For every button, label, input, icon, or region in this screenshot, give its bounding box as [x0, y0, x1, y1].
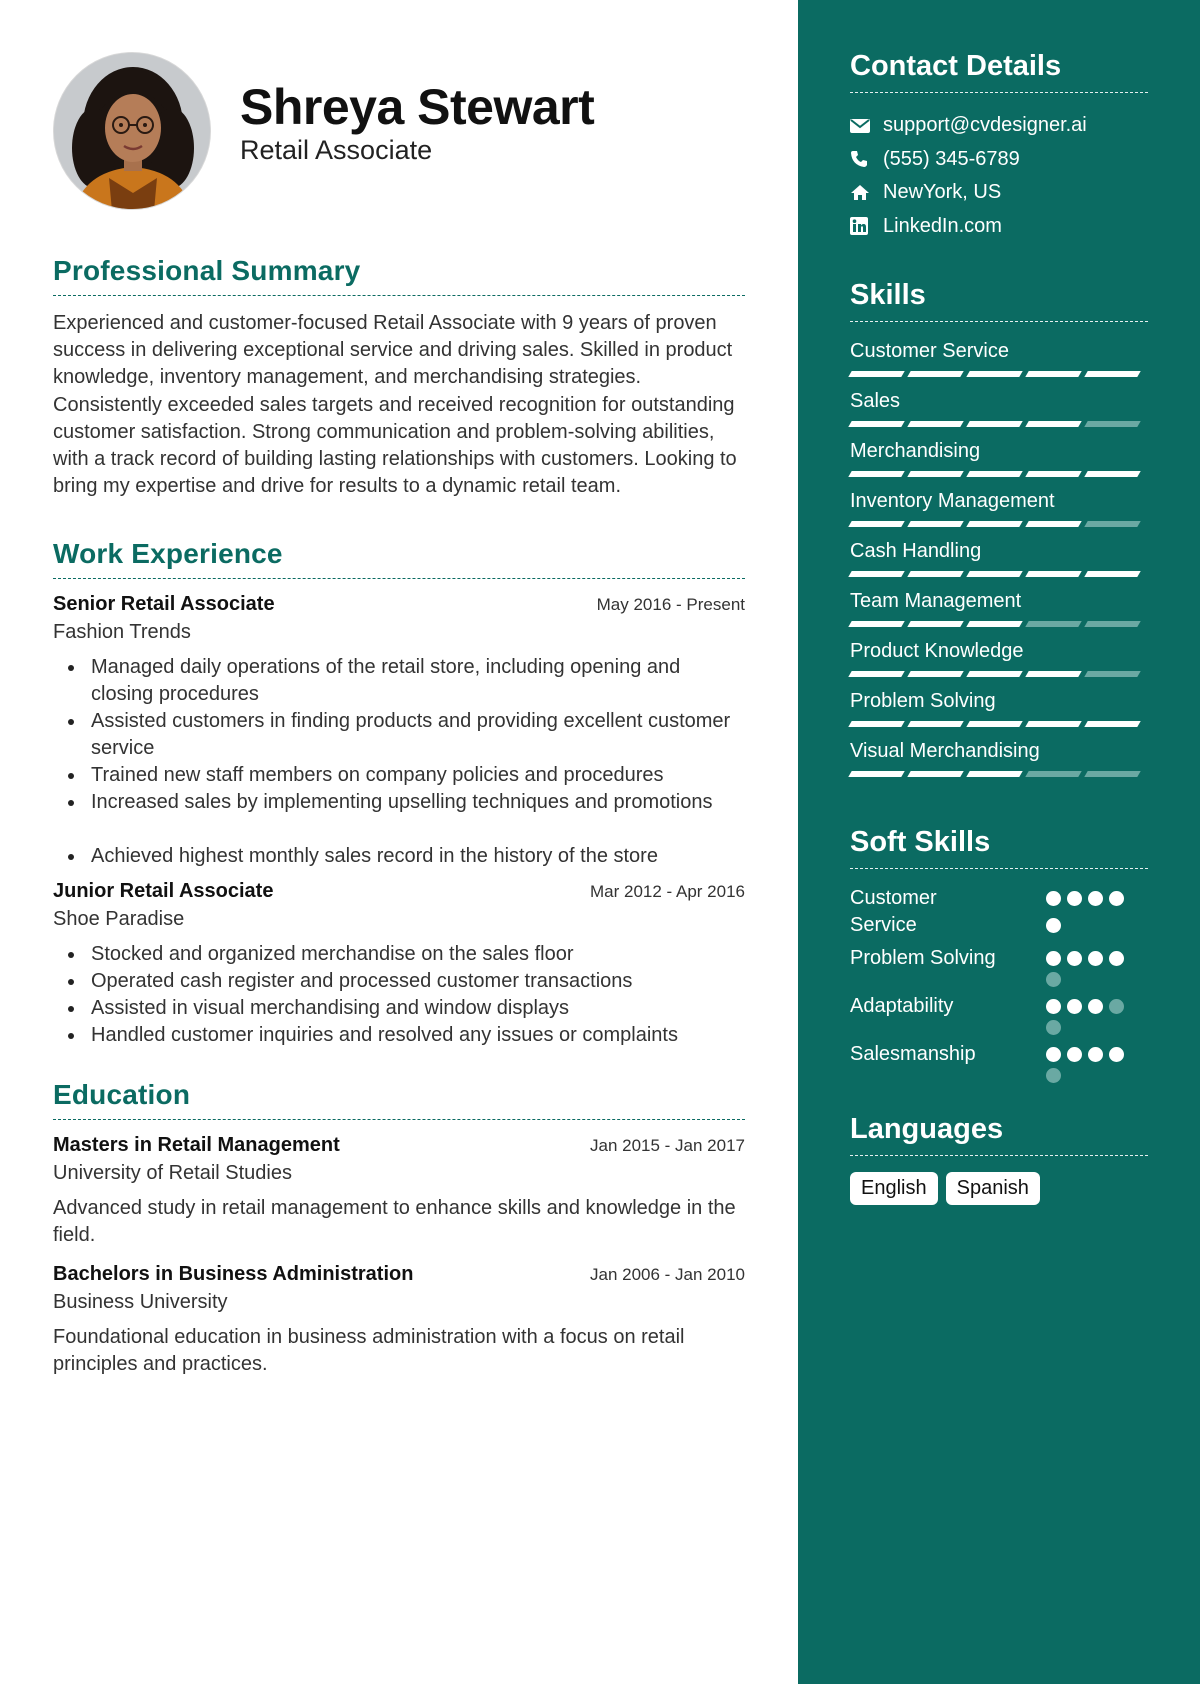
- education-description: Foundational education in business administration with a focus on retail principles and practices.: [53, 1326, 685, 1376]
- school-name: University of Retail Studies: [53, 1162, 292, 1185]
- resume-header: [53, 0, 745, 210]
- skill-name: Visual Merchandising: [850, 740, 1040, 762]
- soft-skill-level-dot: [1088, 999, 1103, 1014]
- skill-level-bar: [850, 421, 1148, 427]
- soft-skill-level-dot: [1088, 951, 1103, 966]
- soft-skill-level-dot: [1067, 951, 1082, 966]
- skill-level-segment: [1084, 621, 1140, 627]
- school-name: Business University: [53, 1291, 228, 1314]
- skill-name: Merchandising: [850, 440, 981, 462]
- soft-skill-level-dot: [1088, 1047, 1103, 1062]
- soft-skill-level-dot: [1109, 1047, 1124, 1062]
- soft-skill-item: [850, 885, 1148, 939]
- job-dates: Mar 2012 - Apr 2016: [590, 882, 745, 902]
- skill-level-segment: [1084, 471, 1140, 477]
- skill-level-segment: [966, 571, 1022, 577]
- soft-skills-heading: Soft Skills: [850, 826, 1148, 869]
- sidebar: [798, 0, 1200, 1684]
- avatar: [53, 52, 211, 210]
- job-bullets: [53, 941, 745, 1049]
- soft-skill-level-dots: [1046, 945, 1126, 987]
- soft-skill-level-dot: [1088, 891, 1103, 906]
- job-dates: May 2016 - Present: [596, 595, 745, 615]
- skill-level-bar: [850, 621, 1148, 627]
- skill-name: Customer Service: [850, 340, 1009, 362]
- skill-item: [850, 538, 1148, 588]
- candidate-name: Shreya Stewart: [240, 79, 595, 135]
- contact-phone-text: (555) 345-6789: [883, 147, 1020, 170]
- skill-level-bar: [850, 721, 1148, 727]
- skill-level-segment: [1025, 621, 1081, 627]
- skill-level-segment: [1025, 421, 1081, 427]
- skill-item: [850, 438, 1148, 488]
- job-entry: [53, 880, 745, 1049]
- contact-phone[interactable]: [850, 143, 1148, 177]
- language-tag: Spanish: [946, 1172, 1040, 1205]
- skill-item: [850, 338, 1148, 388]
- education-entry: [53, 1263, 745, 1378]
- skill-level-bar: [850, 671, 1148, 677]
- list-item: Assisted customers in finding products and providing excellent customer service: [53, 708, 745, 762]
- soft-skills-section: [850, 826, 1148, 1083]
- list-item: Trained new staff members on company policies and procedures: [53, 762, 745, 789]
- skill-item: [850, 638, 1148, 688]
- skill-level-bar: [850, 571, 1148, 577]
- languages-heading: Languages: [850, 1113, 1148, 1156]
- skill-level-segment: [1084, 371, 1140, 377]
- skill-level-segment: [848, 721, 904, 727]
- soft-skill-level-dot: [1109, 891, 1124, 906]
- skill-level-segment: [1025, 371, 1081, 377]
- skill-level-segment: [1025, 571, 1081, 577]
- soft-skill-name: Salesmanship: [850, 1043, 976, 1065]
- skill-level-segment: [966, 771, 1022, 777]
- skill-level-segment: [966, 521, 1022, 527]
- skill-item: [850, 588, 1148, 638]
- soft-skill-level-dots: [1046, 1041, 1126, 1083]
- skill-name: Cash Handling: [850, 540, 982, 562]
- skill-level-segment: [848, 471, 904, 477]
- linkedin-icon: [850, 217, 883, 235]
- languages-section: [850, 1113, 1148, 1205]
- soft-skill-level-dot: [1046, 1068, 1061, 1083]
- skill-item: [850, 388, 1148, 438]
- contact-email-text: support@cvdesigner.ai: [883, 114, 1087, 137]
- skill-level-segment: [1084, 421, 1140, 427]
- job-bullets: [53, 654, 745, 870]
- skills-section: [850, 279, 1148, 788]
- contact-linkedin-text: LinkedIn.com: [883, 214, 1002, 237]
- skills-list: [850, 338, 1148, 788]
- skill-level-segment: [966, 621, 1022, 627]
- soft-skill-level-dots: [1046, 993, 1126, 1035]
- skill-name: Problem Solving: [850, 690, 996, 712]
- list-item: Assisted in visual merchandising and window displays: [53, 995, 745, 1022]
- soft-skill-level-dot: [1046, 1047, 1061, 1062]
- contact-location-text: NewYork, US: [883, 181, 1002, 204]
- skill-level-segment: [907, 521, 963, 527]
- summary-heading: Professional Summary: [53, 255, 745, 296]
- soft-skill-level-dot: [1067, 1047, 1082, 1062]
- skill-level-segment: [907, 571, 963, 577]
- soft-skill-name: Problem Solving: [850, 947, 996, 969]
- contact-email[interactable]: [850, 109, 1148, 143]
- contact-heading: Contact Details: [850, 50, 1148, 93]
- contact-section: [850, 50, 1148, 243]
- education-section: [53, 1079, 745, 1378]
- skill-level-segment: [966, 721, 1022, 727]
- skill-level-bar: [850, 471, 1148, 477]
- job-company: Shoe Paradise: [53, 908, 185, 931]
- skill-name: Product Knowledge: [850, 640, 1024, 662]
- skill-level-segment: [1084, 521, 1140, 527]
- home-icon: [850, 184, 883, 201]
- skill-level-segment: [1084, 671, 1140, 677]
- soft-skill-level-dots: [1046, 885, 1126, 939]
- soft-skill-level-dot: [1046, 999, 1061, 1014]
- list-item: Stocked and organized merchandise on the sales floor: [53, 941, 745, 968]
- soft-skill-item: [850, 1041, 1148, 1083]
- skill-level-segment: [848, 521, 904, 527]
- skill-level-segment: [1025, 771, 1081, 777]
- soft-skill-level-dot: [1109, 999, 1124, 1014]
- skill-level-segment: [966, 471, 1022, 477]
- job-title: Junior Retail Associate: [53, 880, 274, 903]
- skill-level-segment: [966, 671, 1022, 677]
- degree-title: Masters in Retail Management: [53, 1134, 340, 1157]
- skill-name: Team Management: [850, 590, 1022, 612]
- job-company: Fashion Trends: [53, 621, 191, 644]
- job-entry: [53, 593, 745, 870]
- language-tag: English: [850, 1172, 938, 1205]
- soft-skill-level-dot: [1067, 891, 1082, 906]
- soft-skills-list: [850, 885, 1148, 1083]
- skill-level-bar: [850, 371, 1148, 377]
- phone-icon: [850, 150, 883, 168]
- skill-level-segment: [907, 721, 963, 727]
- skill-level-bar: [850, 771, 1148, 777]
- list-item: Achieved highest monthly sales record in the history of the store: [53, 843, 745, 870]
- job-title: Senior Retail Associate: [53, 593, 275, 616]
- skill-level-segment: [848, 371, 904, 377]
- skill-level-segment: [1084, 571, 1140, 577]
- list-item: Managed daily operations of the retail store, including opening and closing procedures: [53, 654, 745, 708]
- envelope-icon: [850, 118, 883, 134]
- education-heading: Education: [53, 1079, 745, 1120]
- skill-level-segment: [1025, 671, 1081, 677]
- skill-level-segment: [1025, 521, 1081, 527]
- contact-location: [850, 176, 1148, 210]
- skill-level-segment: [848, 621, 904, 627]
- languages-list: [850, 1172, 1148, 1205]
- skill-level-segment: [907, 771, 963, 777]
- skill-level-segment: [848, 771, 904, 777]
- skill-level-segment: [907, 471, 963, 477]
- skill-name: Sales: [850, 390, 901, 412]
- skill-name: Inventory Management: [850, 490, 1055, 512]
- skill-level-segment: [966, 371, 1022, 377]
- soft-skill-item: [850, 945, 1148, 987]
- list-item: Increased sales by implementing upselling techniques and promotions: [53, 789, 745, 816]
- work-section: [53, 538, 745, 1049]
- work-heading: Work Experience: [53, 538, 745, 579]
- skill-level-bar: [850, 521, 1148, 527]
- education-dates: Jan 2006 - Jan 2010: [589, 1265, 745, 1285]
- skill-level-segment: [848, 421, 904, 427]
- skill-level-segment: [907, 421, 963, 427]
- skill-level-segment: [1025, 721, 1081, 727]
- education-entry: [53, 1134, 745, 1249]
- education-dates: Jan 2015 - Jan 2017: [589, 1136, 745, 1156]
- skill-level-segment: [907, 371, 963, 377]
- soft-skill-level-dot: [1046, 891, 1061, 906]
- education-description: Advanced study in retail management to enhance skills and knowledge in the field.: [53, 1197, 736, 1247]
- list-item: Operated cash register and processed customer transactions: [53, 968, 745, 995]
- soft-skill-name: Customer Service: [850, 887, 937, 936]
- skill-level-segment: [1025, 471, 1081, 477]
- skill-item: [850, 738, 1148, 788]
- list-item: Handled customer inquiries and resolved any issues or complaints: [53, 1022, 745, 1049]
- summary-section: [53, 255, 745, 500]
- skill-level-segment: [1084, 721, 1140, 727]
- skill-level-segment: [907, 621, 963, 627]
- soft-skill-name: Adaptability: [850, 995, 954, 1017]
- soft-skill-level-dot: [1109, 951, 1124, 966]
- soft-skill-level-dot: [1046, 951, 1061, 966]
- skill-level-segment: [907, 671, 963, 677]
- contact-linkedin[interactable]: [850, 210, 1148, 244]
- skill-level-segment: [848, 571, 904, 577]
- degree-title: Bachelors in Business Administration: [53, 1263, 414, 1286]
- soft-skill-level-dot: [1067, 999, 1082, 1014]
- summary-text: Experienced and customer-focused Retail Associate with 9 years of proven success in delivering exceptional service and driving sales. Skilled in product knowledge, inventory management, and merchandising strategies. Consistently exceeded sales targets and received recognition for outstanding customer satisfaction. Strong communication and problem-solving abilities, with a track record of building lasting relationships with customers. Looking to bring my expertise and drive for results to a dynamic retail team.: [53, 312, 737, 498]
- soft-skill-level-dot: [1046, 918, 1061, 933]
- soft-skill-level-dot: [1046, 972, 1061, 987]
- candidate-title: Retail Associate: [240, 135, 433, 165]
- skills-heading: Skills: [850, 279, 1148, 322]
- soft-skill-level-dot: [1046, 1020, 1061, 1035]
- skill-level-segment: [848, 671, 904, 677]
- skill-item: [850, 488, 1148, 538]
- skill-item: [850, 688, 1148, 738]
- skill-level-segment: [1084, 771, 1140, 777]
- skill-level-segment: [966, 421, 1022, 427]
- soft-skill-item: [850, 993, 1148, 1035]
